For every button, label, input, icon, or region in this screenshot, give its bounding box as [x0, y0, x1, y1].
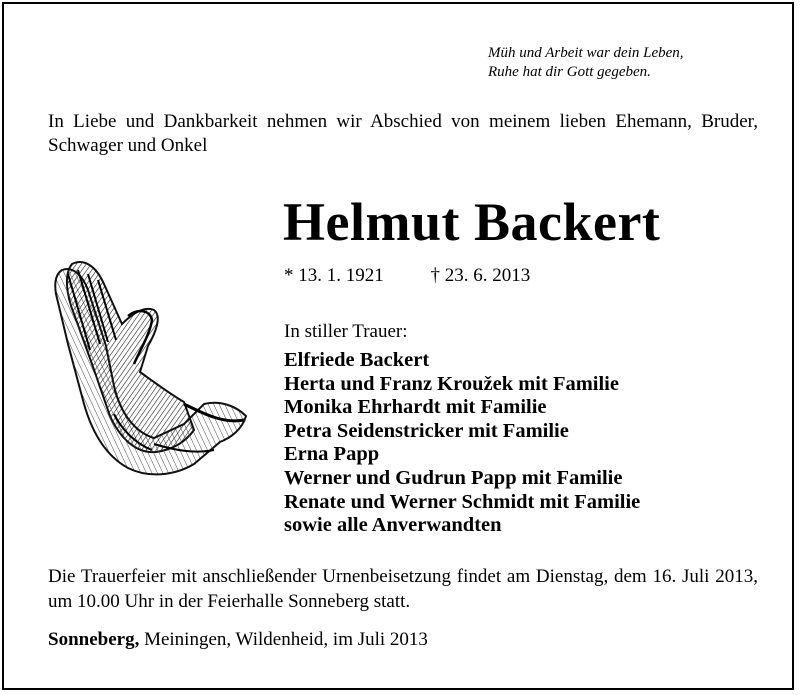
life-dates [284, 264, 530, 288]
mourner-entry: Monika Ehrhardt mit Familie [284, 396, 547, 419]
obituary-notice [2, 2, 794, 690]
ceremony-text: Die Trauerfeier mit anschließender Urnenbeisetzung findet am Dienstag, dem 16. Juli 2013, um 10.00 Uhr in der Feierhalle Sonneberg statt. [48, 566, 758, 612]
place-rest: Meiningen, Wildenheid, im Juli 2013 [139, 629, 428, 650]
mourner-entry: Erna Papp [284, 443, 380, 466]
mourning-label: In stiller Trauer: [284, 321, 408, 342]
place-bold: Sonneberg, [48, 629, 140, 650]
mourner-entry: Werner und Gudrun Papp mit Familie [284, 466, 623, 489]
mourner-entry: Petra Seidenstricker mit Familie [284, 419, 569, 442]
mourner-entry: Elfriede Backert [284, 349, 430, 371]
death-date: † 23. 6. 2013 [430, 265, 531, 286]
place-and-date [48, 628, 428, 652]
praying-hands-icon [44, 254, 254, 484]
mourners-list [284, 349, 640, 538]
mourner-entry: sowie alle Anverwandten [284, 514, 502, 537]
mourner-entry: Renate und Werner Schmidt mit Familie [284, 490, 641, 513]
birth-date: * 13. 1. 1921 [284, 265, 384, 286]
motto [488, 44, 748, 82]
deceased-name: Helmut Backert [283, 192, 661, 252]
intro-text: In Liebe und Dankbarkeit nehmen wir Abschied von meinem lieben Ehemann, Bruder, Schwager und Onkel [48, 111, 758, 156]
motto-line-2: Ruhe hat dir Gott gegeben. [488, 64, 651, 80]
motto-line-1: Müh und Arbeit war dein Leben, [488, 45, 684, 61]
mourner-entry: Herta und Franz Kroužek mit Familie [284, 372, 619, 395]
